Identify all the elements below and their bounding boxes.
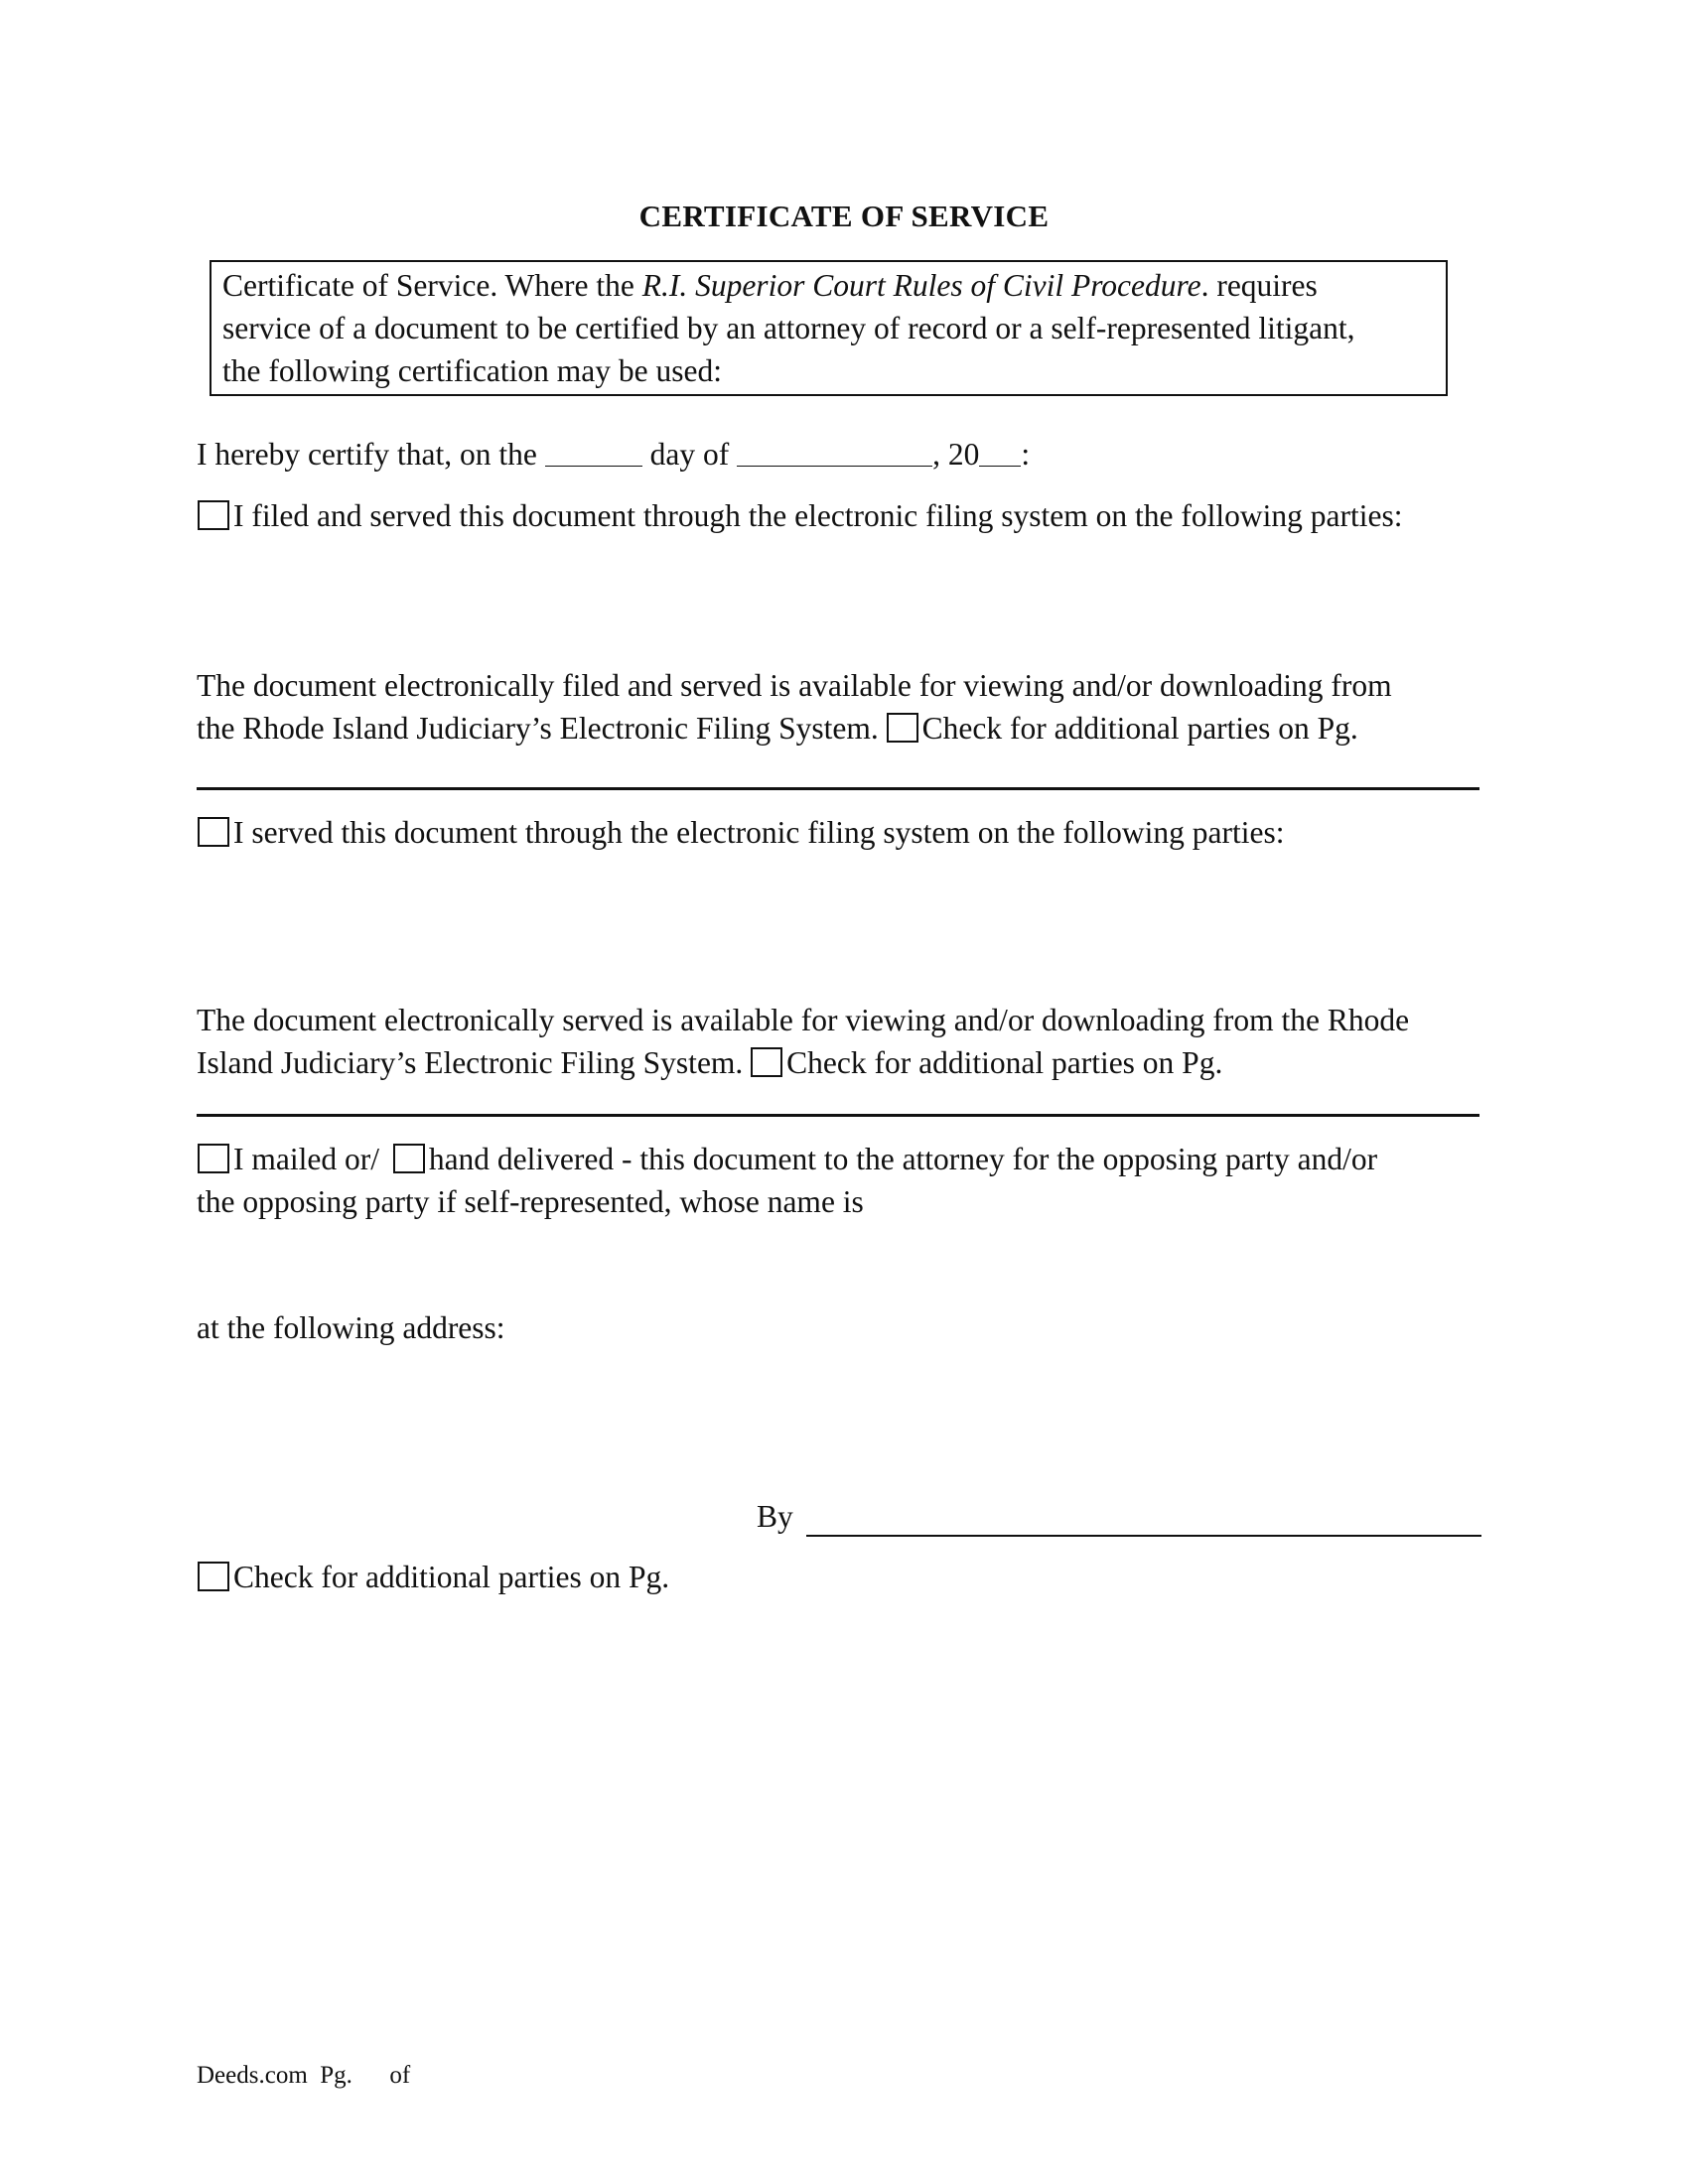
page-title: CERTIFICATE OF SERVICE: [638, 199, 1050, 233]
opposing-party-line: the opposing party if self-represented, whose name is: [197, 1184, 864, 1219]
filed-para-line-2: [197, 707, 1358, 750]
served-para-line-2-text: Island Judiciary’s Electronic Filing System.: [197, 1045, 744, 1080]
year-field[interactable]: [979, 438, 1021, 467]
served-label: I served this document through the electronic filing system on the following parties:: [233, 815, 1285, 850]
intro-line-1-start: Certificate of Service. Where the: [222, 268, 642, 303]
intro-line-3: the following certification may be used:: [222, 353, 722, 388]
filed-served-checkbox[interactable]: [198, 500, 229, 530]
served-additional-label: Check for additional parties on Pg.: [786, 1045, 1223, 1080]
filed-para-line-1: The document electronically filed and served is available for viewing and/or downloading from: [197, 668, 1392, 703]
final-additional-checkbox[interactable]: [198, 1562, 229, 1591]
option-served: [198, 811, 1285, 854]
filed-served-label: I filed and served this document through the electronic filing system on the following parties:: [233, 498, 1403, 533]
served-additional-checkbox[interactable]: [751, 1047, 782, 1077]
certify-prefix: I hereby certify that, on the: [197, 437, 537, 472]
address-label: at the following address:: [197, 1310, 505, 1345]
certify-line: [197, 433, 1030, 476]
section-divider: [197, 1114, 1479, 1117]
served-para-line-1: The document electronically served is available for viewing and/or downloading from the Rhode: [197, 1003, 1410, 1037]
intro-line-1-end: . requires: [1200, 268, 1318, 303]
hand-delivered-checkbox[interactable]: [393, 1144, 425, 1173]
filed-additional-checkbox[interactable]: [887, 713, 918, 743]
intro-line-2: service of a document to be certified by an attorney of record or a self-represented litigant,: [222, 311, 1355, 345]
day-of-label: day of: [649, 437, 730, 472]
by-label: By: [757, 1499, 793, 1534]
served-checkbox[interactable]: [198, 817, 229, 847]
filed-para-line-2-text: the Rhode Island Judiciary’s Electronic Filing System.: [197, 711, 879, 746]
final-additional: [198, 1556, 669, 1598]
rules-title: R.I. Superior Court Rules of Civil Procedure: [641, 268, 1201, 303]
filed-additional-label: Check for additional parties on Pg.: [921, 711, 1358, 746]
day-field[interactable]: [545, 438, 642, 467]
hand-delivered-label: hand delivered - this document to the attorney for the opposing party and/or: [428, 1142, 1378, 1176]
year-prefix: , 20: [932, 437, 980, 472]
served-para-line-2: [197, 1041, 1222, 1084]
page-footer: Deeds.com Pg. of: [197, 2062, 411, 2089]
section-divider: [197, 787, 1479, 790]
mailed-checkbox[interactable]: [198, 1144, 229, 1173]
mailed-label: I mailed or/: [233, 1142, 379, 1176]
option-mailed-hand: [198, 1138, 1377, 1180]
intro-line-1: [222, 264, 1318, 307]
certify-suffix: :: [1021, 437, 1031, 472]
month-field[interactable]: [737, 438, 932, 467]
option-filed-served: [198, 494, 1402, 537]
signature-line[interactable]: [806, 1535, 1481, 1537]
final-additional-label: Check for additional parties on Pg.: [233, 1560, 670, 1594]
